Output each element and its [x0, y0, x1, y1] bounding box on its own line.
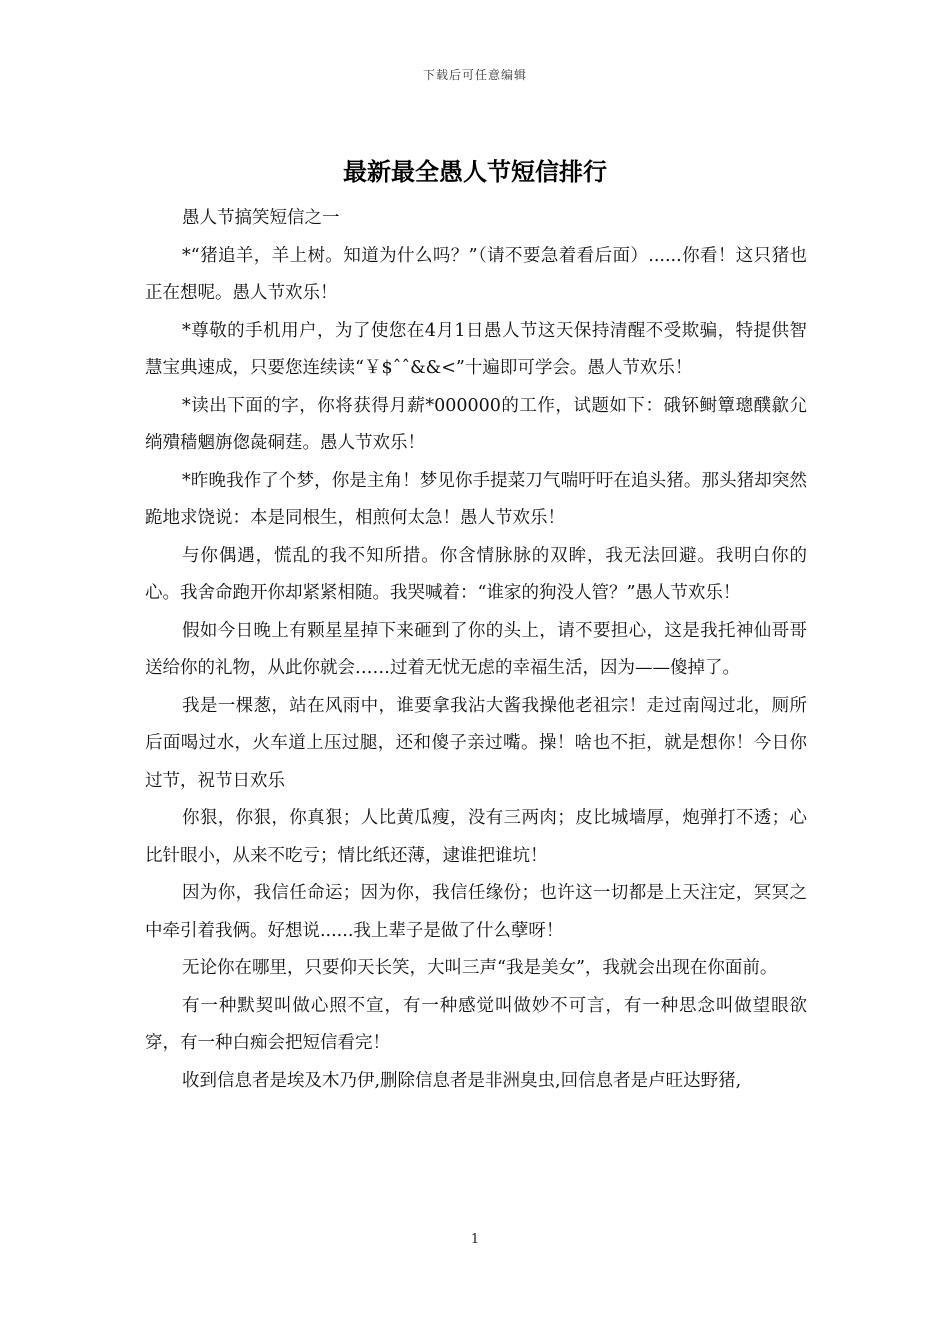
- header-note: 下载后可任意编辑: [422, 68, 527, 82]
- paragraph: *读出下面的字，你将获得月薪*000000的工作，试题如下：硪钚鲥簟璁醭歙尣绱殨穑魍旃偬彘硐莛。愚人节欢乐！: [145, 395, 807, 453]
- paragraph: 无论你在哪里，只要仰天长笑，大叫三声“我是美女”，我就会出现在你面前。: [182, 958, 778, 978]
- paragraph: 我是一棵葱，站在风雨中，谁要拿我沾大酱我操他老祖宗！走过南闯过北，厕所后面喝过水，火车道上压过腿，还和傻子亲过嘴。操！啥也不拒，就是想你！今日你过节，祝节日欢乐: [145, 695, 807, 791]
- document-title: 最新最全愚人节短信排行: [343, 158, 607, 186]
- paragraph: 有一种默契叫做心照不宣，有一种感觉叫做妙不可言，有一种思念叫做望眼欲穿，有一种白痴会把短信看完！: [145, 995, 807, 1053]
- paragraph: 收到信息者是埃及木乃伊,删除信息者是非洲臭虫,回信息者是卢旺达野猪,: [182, 1070, 742, 1091]
- paragraph: 与你偶遇，慌乱的我不知所措。你含情脉脉的双眸，我无法回避。我明白你的心。我舍命跑开你却紧紧相随。我哭喊着：“谁家的狗没人管？”愚人节欢乐！: [145, 545, 807, 603]
- paragraph: 愚人节搞笑短信之一: [182, 208, 340, 228]
- paragraph: 你狠，你狠，你真狠；人比黄瓜瘦，没有三两肉；皮比城墙厚，炮弹打不透；心比针眼小，从来不吃亏；情比纸还薄，逮谁把谁坑！: [145, 808, 807, 866]
- paragraph: 因为你，我信任命运；因为你，我信任缘份；也许这一切都是上天注定，冥冥之中牵引着我俩。好想说......我上辈子是做了什么孽呀！: [145, 883, 807, 941]
- document-body: [145, 200, 807, 1100]
- paragraph: *“猪追羊，羊上树。知道为什么吗？”（请不要急着看后面）......你看！这只猪也正在想呢。愚人节欢乐！: [145, 245, 807, 303]
- paragraph: *昨晚我作了个梦，你是主角！梦见你手提菜刀气喘吁吁在追头猪。那头猪却突然跪地求饶说：本是同根生，相煎何太急！愚人节欢乐！: [145, 470, 807, 528]
- page-number: 1: [470, 1232, 480, 1247]
- paragraph: 假如今日晚上有颗星星掉下来砸到了你的头上，请不要担心，这是我托神仙哥哥送给你的礼物，从此你就会……过着无忧无虑的幸福生活，因为——傻掉了。: [145, 620, 807, 678]
- paragraph: *尊敬的手机用户，为了使您在4月1日愚人节这天保持清醒不受欺骗，特提供智慧宝典速成，只要您连续读“￥$ˆˆ&&<”十遍即可学会。愚人节欢乐！: [145, 320, 807, 378]
